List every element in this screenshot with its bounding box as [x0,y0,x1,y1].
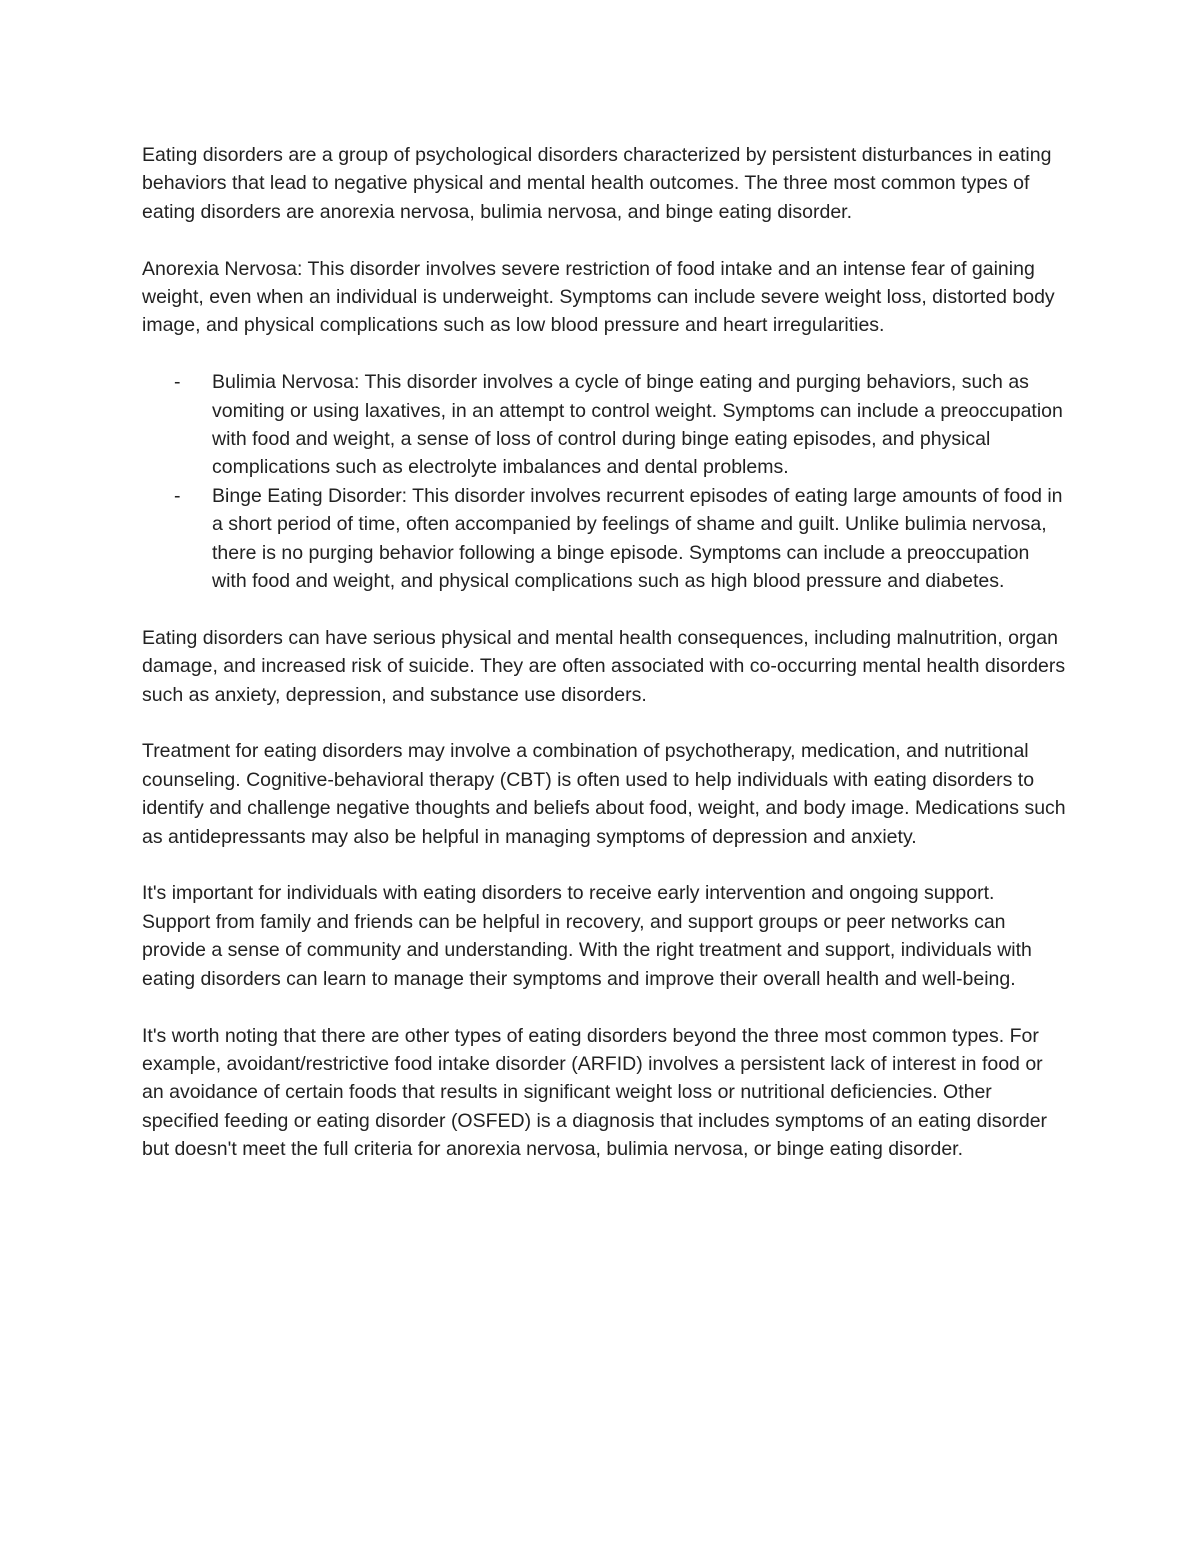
list-item-binge-eating [142,482,1067,596]
other-types-paragraph: It's worth noting that there are other types of eating disorders beyond the three most common types. For example, avoidant/restrictive food intake disorder (ARFID) involves a persistent lack of interest in food or an avoidance of certain foods that results in significant weight loss or nutritional deficiencies. Other specified feeding or eating disorder (OSFED) is a diagnosis that includes symptoms of an eating disorder but doesn't meet the full criteria for anorexia nervosa, bulimia nervosa, or binge eating disorder. [142,1024,1048,1161]
list-item-text: Bulimia Nervosa: This disorder involves a cycle of binge eating and purging behaviors, such as vomiting or using laxatives, in an attempt to control weight. Symptoms can include a preoccupation with food and weight, a sense of loss of control during binge eating episodes, and physical complications such as electrolyte imbalances and dental problems. [212,371,1063,479]
dash-bullet: - [174,484,181,507]
treatment-paragraph: Treatment for eating disorders may involve a combination of psychotherapy, medication, and nutritional counseling. Cognitive-behavioral therapy (CBT) is often used to help individuals with eating disorders to identify and challenge negative thoughts and beliefs about food, weight, and body image. Medications such as antidepressants may also be helpful in managing symptoms of depression and anxiety. [142,740,1066,848]
list-item-bulimia [142,368,1067,482]
consequences-paragraph: Eating disorders can have serious physical and mental health consequences, including malnutrition, organ damage, and increased risk of suicide. They are often associated with co-occurring mental health disorders such as anxiety, depression, and substance use disorders. [142,626,1066,706]
anorexia-paragraph: Anorexia Nervosa: This disorder involves severe restriction of food intake and an intense fear of gaining weight, even when an individual is underweight. Symptoms can include severe weight loss, distorted body image, and physical complications such as low blood pressure and heart irregularities. [142,257,1055,337]
list-item-text: Binge Eating Disorder: This disorder involves recurrent episodes of eating large amounts of food in a short period of time, often accompanied by feelings of shame and guilt. Unlike bulimia nervosa, there is no purging behavior following a binge episode. Symptoms can include a preoccupation with food and weight, and physical complications such as high blood pressure and diabetes. [212,484,1063,593]
disorder-list [142,368,1067,595]
dash-bullet: - [174,371,181,394]
document-page [142,141,1067,1192]
intro-paragraph: Eating disorders are a group of psychological disorders characterized by persistent disturbances in eating behaviors that lead to negative physical and mental health outcomes. The three most common types of eating disorders are anorexia nervosa, bulimia nervosa, and binge eating disorder. [142,144,1052,223]
support-paragraph: It's important for individuals with eating disorders to receive early intervention and ongoing support. Support from family and friends can be helpful in recovery, and support groups or peer networks can provide a sense of community and understanding. With the right treatment and support, individuals with eating disorders can learn to manage their symptoms and improve their overall health and well-being. [142,882,1032,990]
